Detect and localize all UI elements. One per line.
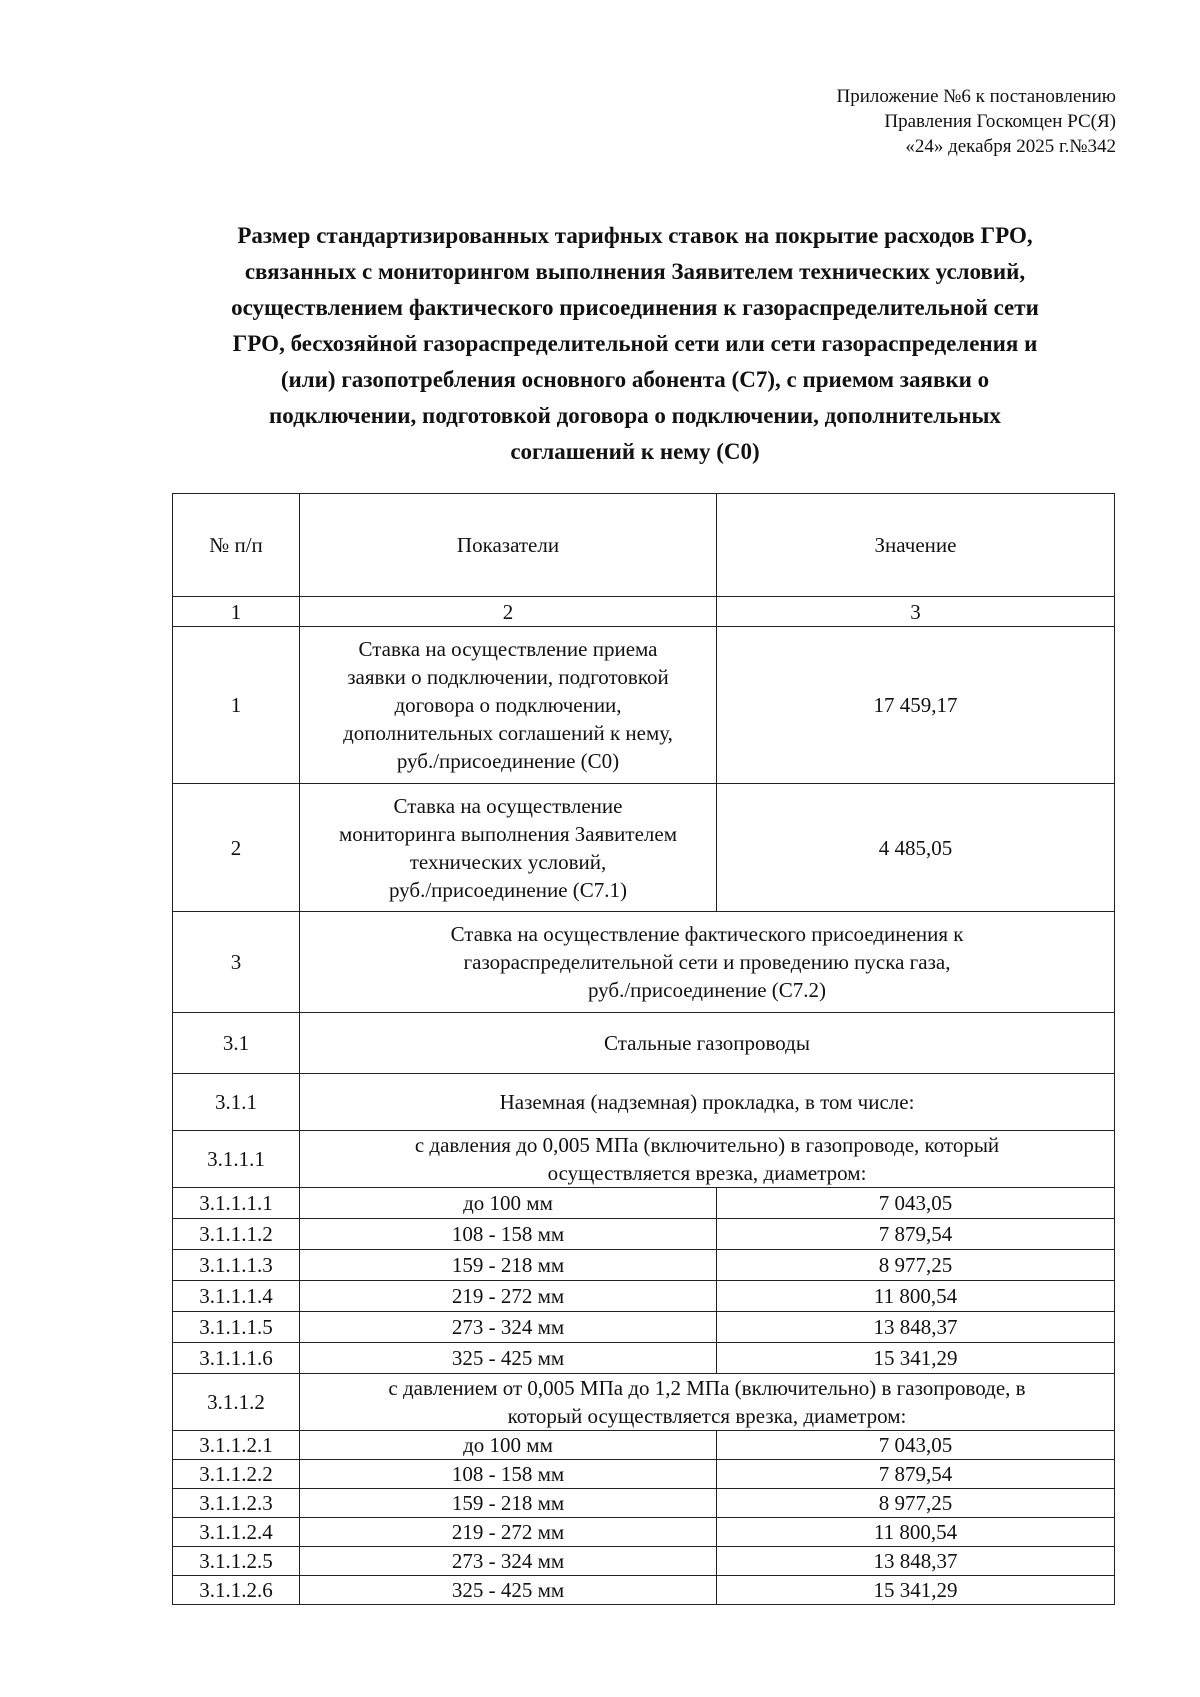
- row-value: 7 879,54: [717, 1219, 1115, 1250]
- row-number: 3.1.1.1.3: [173, 1250, 300, 1281]
- row-number: 3.1.1.2: [173, 1374, 300, 1431]
- column-number: 3: [717, 597, 1115, 627]
- row-value: 4 485,05: [717, 784, 1115, 912]
- row-value: 17 459,17: [717, 627, 1115, 784]
- table-row: [173, 1431, 1115, 1460]
- row-section-heading: [300, 912, 1115, 1013]
- title-line: подключении, подготовкой договора о подключении, дополнительных: [269, 403, 1001, 428]
- row-diameter: 325 - 425 мм: [300, 1343, 717, 1374]
- row-diameter: 273 - 324 мм: [300, 1547, 717, 1576]
- row-indicator: [300, 784, 717, 912]
- row-value: 8 977,25: [717, 1250, 1115, 1281]
- row-diameter: до 100 мм: [300, 1188, 717, 1219]
- table-row: [173, 784, 1115, 912]
- table-row: [173, 1131, 1115, 1188]
- table-row: [173, 1576, 1115, 1605]
- row-number: 3.1.1.1: [173, 1131, 300, 1188]
- title-line: связанных с мониторингом выполнения Заявителем технических условий,: [244, 259, 1026, 284]
- row-number: 2: [173, 784, 300, 912]
- header-number: № п/п: [173, 494, 300, 597]
- table-row: [173, 1460, 1115, 1489]
- document-title: [160, 218, 1110, 470]
- row-number: 3.1: [173, 1013, 300, 1074]
- title-line: Размер стандартизированных тарифных ставок на покрытие расходов ГРО,: [237, 223, 1033, 248]
- row-section-heading: Стальные газопроводы: [300, 1013, 1115, 1074]
- row-number: 3.1.1.1.1: [173, 1188, 300, 1219]
- section-line: который осуществляется врезка, диаметром:: [507, 1404, 907, 1428]
- indicator-line: Ставка на осуществление приема: [358, 637, 658, 661]
- table-row: [173, 1074, 1115, 1131]
- row-number: 3.1.1.2.3: [173, 1489, 300, 1518]
- table-row: [173, 912, 1115, 1013]
- row-diameter: 219 - 272 мм: [300, 1281, 717, 1312]
- indicator-line: руб./присоединение (С0): [396, 749, 620, 773]
- row-value: 15 341,29: [717, 1343, 1115, 1374]
- row-value: 7 043,05: [717, 1188, 1115, 1219]
- row-value: 7 043,05: [717, 1431, 1115, 1460]
- column-number: 2: [300, 597, 717, 627]
- row-value: 15 341,29: [717, 1576, 1115, 1605]
- table-row: [173, 627, 1115, 784]
- row-section-heading: Наземная (надземная) прокладка, в том числе:: [300, 1074, 1115, 1131]
- table-row: [173, 1219, 1115, 1250]
- section-line: газораспределительной сети и проведению пуска газа,: [463, 950, 951, 974]
- row-number: 1: [173, 627, 300, 784]
- section-line: осуществляется врезка, диаметром:: [547, 1161, 867, 1185]
- table-row: [173, 1489, 1115, 1518]
- section-line: руб./присоединение (С7.2): [587, 978, 827, 1002]
- table-row: [173, 1374, 1115, 1431]
- indicator-line: Ставка на осуществление: [393, 793, 623, 818]
- section-line: Ставка на осуществление фактического присоединения к: [450, 922, 964, 946]
- table-row: [173, 1518, 1115, 1547]
- indicator-line: договора о подключении,: [394, 693, 622, 717]
- section-line: с давления до 0,005 МПа (включительно) в газопроводе, который: [414, 1133, 1000, 1157]
- header-indicators: Показатели: [300, 494, 717, 597]
- title-line: ГРО, бесхозяйной газораспределительной сети или сети газораспределения и: [232, 331, 1038, 356]
- table-row: [173, 1343, 1115, 1374]
- row-diameter: 219 - 272 мм: [300, 1518, 717, 1547]
- table-row: [173, 1547, 1115, 1576]
- row-value: 13 848,37: [717, 1312, 1115, 1343]
- row-number: 3.1.1.2.1: [173, 1431, 300, 1460]
- date-line: «24» декабря 2025 г.№342: [905, 136, 1116, 157]
- row-diameter: 159 - 218 мм: [300, 1489, 717, 1518]
- table-row: [173, 1250, 1115, 1281]
- row-section-heading: [300, 1131, 1115, 1188]
- table-row: [173, 1312, 1115, 1343]
- section-line: с давлением от 0,005 МПа до 1,2 МПа (включительно) в газопроводе, в: [388, 1376, 1026, 1400]
- row-value: 11 800,54: [717, 1281, 1115, 1312]
- title-line: соглашений к нему (С0): [510, 439, 760, 464]
- row-number: 3: [173, 912, 300, 1013]
- table-row: [173, 1188, 1115, 1219]
- column-numbers-row: [173, 597, 1115, 627]
- indicator-line: дополнительных соглашений к нему,: [343, 721, 673, 745]
- row-number: 3.1.1.1.2: [173, 1219, 300, 1250]
- row-value: 7 879,54: [717, 1460, 1115, 1489]
- header-value: Значение: [717, 494, 1115, 597]
- row-number: 3.1.1.1.5: [173, 1312, 300, 1343]
- appendix-line: Приложение №6 к постановлению: [836, 86, 1116, 107]
- title-line: (или) газопотребления основного абонента (С7), с приемом заявки о: [280, 367, 990, 392]
- table-row: [173, 1281, 1115, 1312]
- row-value: 13 848,37: [717, 1547, 1115, 1576]
- row-value: 11 800,54: [717, 1518, 1115, 1547]
- row-diameter: 108 - 158 мм: [300, 1219, 717, 1250]
- row-value: 8 977,25: [717, 1489, 1115, 1518]
- row-number: 3.1.1.1.4: [173, 1281, 300, 1312]
- resolution-line: Правления Госкомцен РС(Я): [884, 111, 1116, 132]
- title-line: осуществлением фактического присоединения к газораспределительной сети: [231, 295, 1039, 320]
- row-number: 3.1.1.2.6: [173, 1576, 300, 1605]
- row-diameter: 273 - 324 мм: [300, 1312, 717, 1343]
- row-indicator: [300, 627, 717, 784]
- indicator-line: мониторинга выполнения Заявителем: [339, 821, 677, 846]
- appendix-header-note: [837, 84, 1116, 159]
- row-number: 3.1.1.2.2: [173, 1460, 300, 1489]
- indicator-line: технических условий,: [409, 849, 607, 874]
- row-number: 3.1.1.1.6: [173, 1343, 300, 1374]
- row-diameter: 108 - 158 мм: [300, 1460, 717, 1489]
- indicator-line: заявки о подключении, подготовкой: [347, 665, 669, 689]
- indicator-line: руб./присоединение (С7.1): [388, 877, 628, 902]
- row-number: 3.1.1: [173, 1074, 300, 1131]
- row-number: 3.1.1.2.4: [173, 1518, 300, 1547]
- row-number: 3.1.1.2.5: [173, 1547, 300, 1576]
- row-diameter: до 100 мм: [300, 1431, 717, 1460]
- row-section-heading: [300, 1374, 1115, 1431]
- tariff-rates-table: [172, 493, 1115, 1605]
- table-row: [173, 1013, 1115, 1074]
- table-header-row: [173, 494, 1115, 597]
- row-diameter: 159 - 218 мм: [300, 1250, 717, 1281]
- row-diameter: 325 - 425 мм: [300, 1576, 717, 1605]
- column-number: 1: [173, 597, 300, 627]
